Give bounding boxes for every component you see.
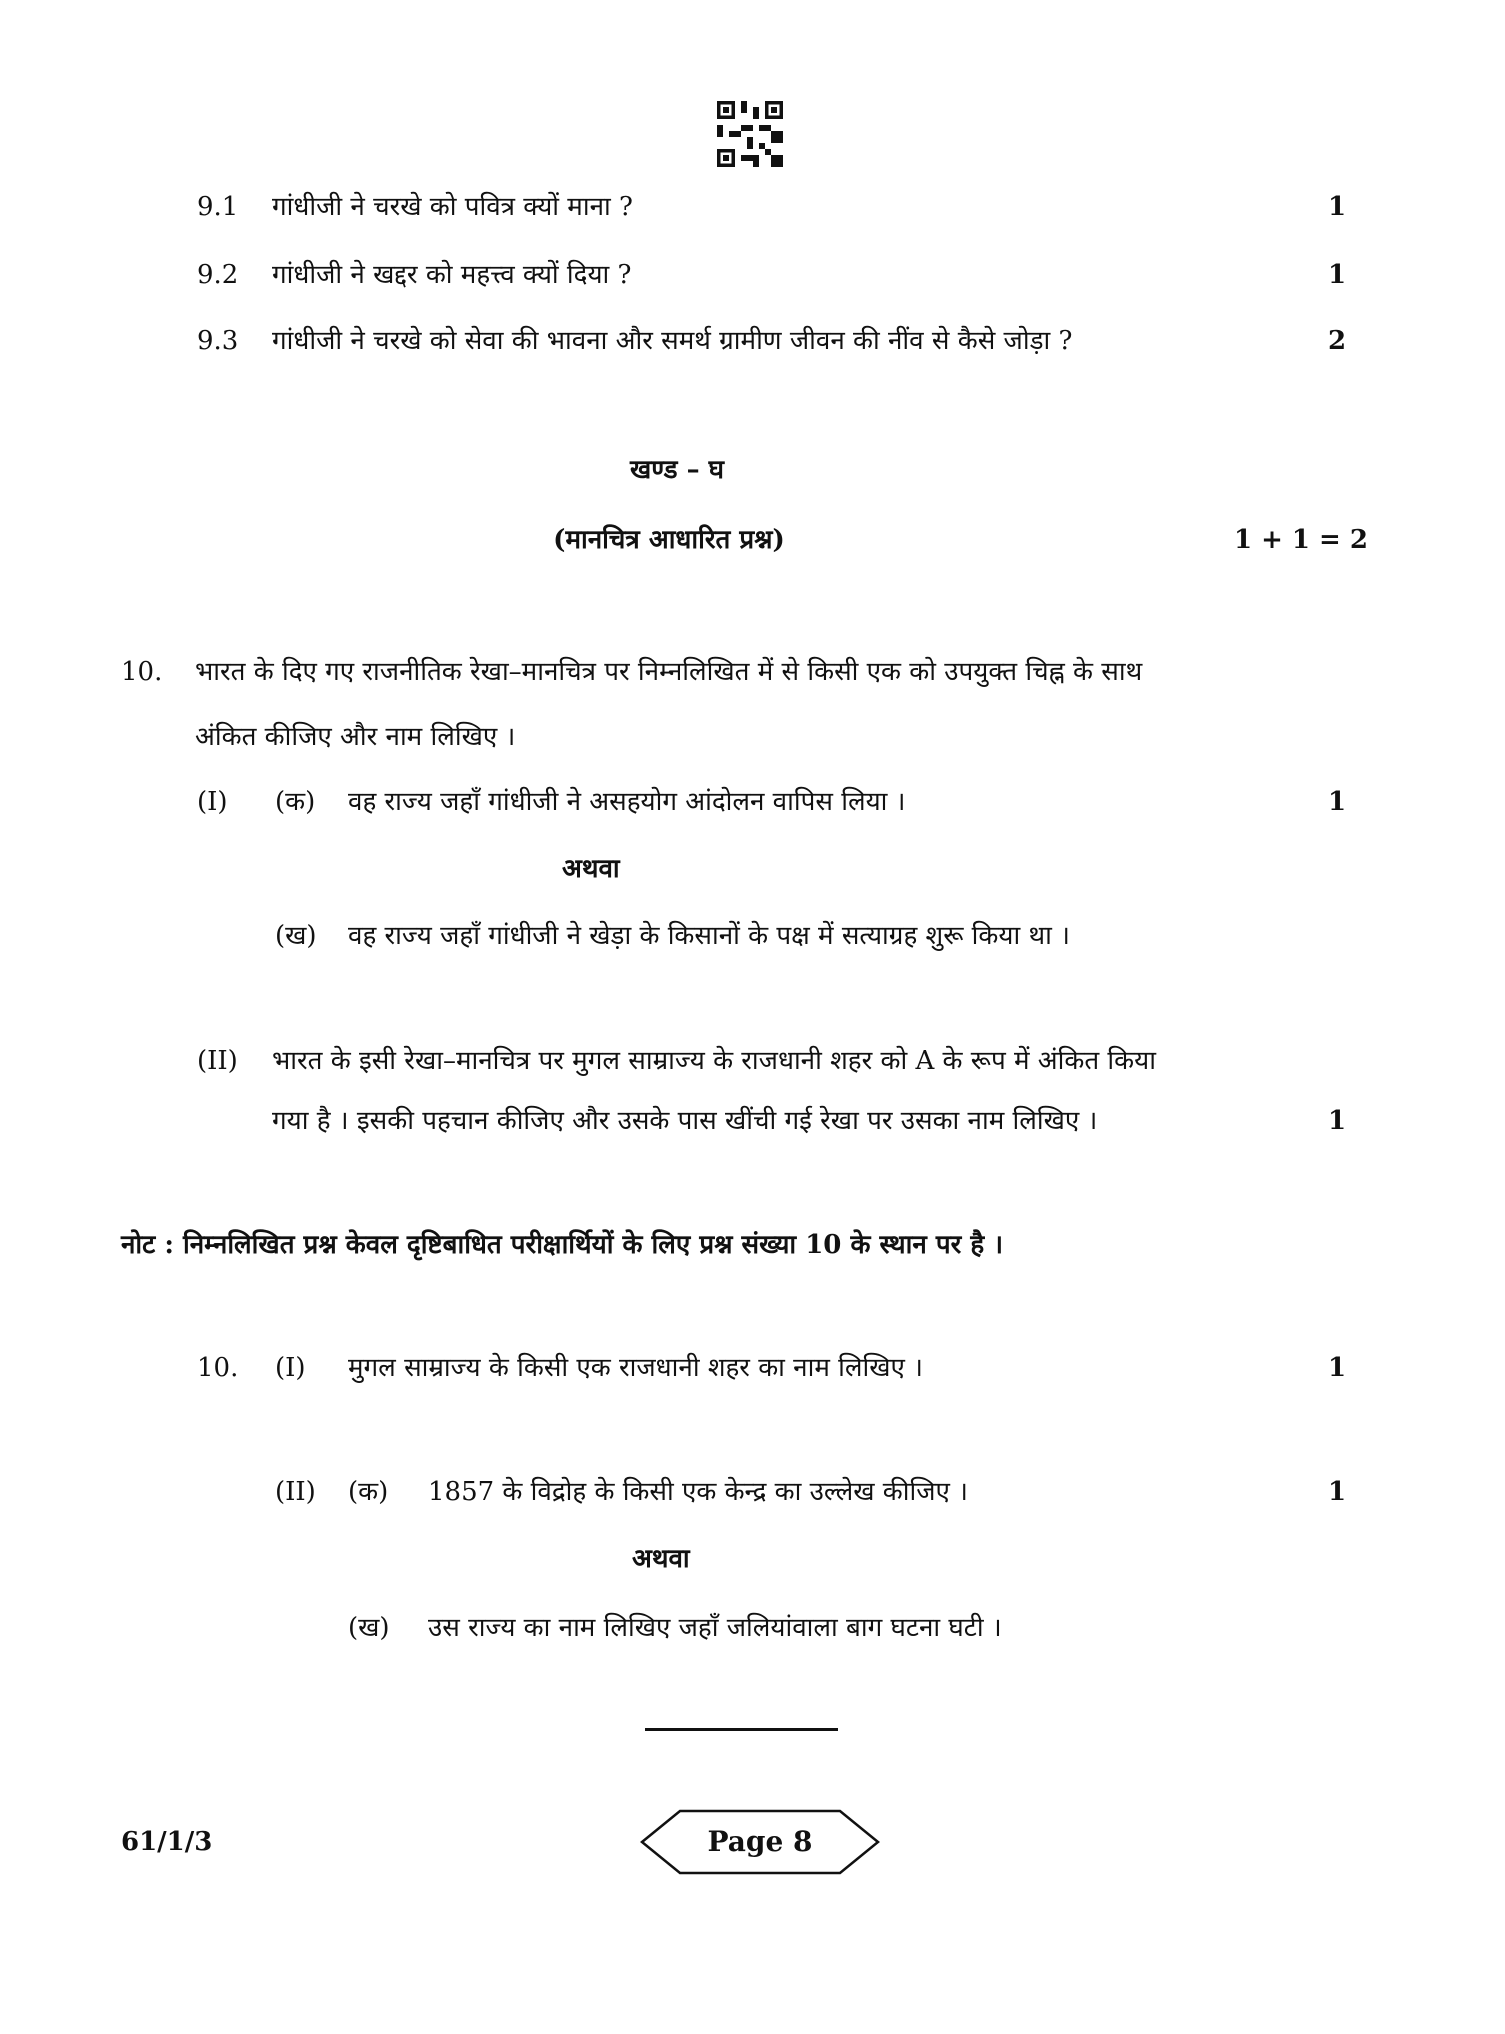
option-text: 1857 के विद्रोह के किसी एक केन्द्र का उल्लेख कीजिए । — [428, 1477, 968, 1507]
option-text: वह राज्य जहाँ गांधीजी ने खेड़ा के किसानों के पक्ष में सत्याग्रह शुरू किया था । — [348, 921, 1070, 951]
page-number: Page 8 — [707, 1825, 813, 1858]
question-number: 9.3 — [197, 326, 239, 356]
question-number: 10. — [121, 657, 163, 687]
option-label: (ख) — [348, 1613, 390, 1643]
part-label: (II) — [275, 1477, 316, 1507]
question-marks: 1 — [1328, 1353, 1347, 1383]
question-number: 9.1 — [197, 192, 239, 222]
question-text: गांधीजी ने चरखे को पवित्र क्यों माना ? — [272, 192, 633, 222]
paper-code: 61/1/3 — [121, 1827, 213, 1857]
section-marks: 1 + 1 = 2 — [1233, 525, 1368, 555]
part-label: (II) — [197, 1046, 238, 1076]
qr-code — [717, 101, 783, 167]
question-marks: 1 — [1328, 1477, 1347, 1507]
or-separator: अथवा — [632, 1544, 690, 1574]
option-label: (ख) — [275, 921, 317, 951]
part-label: (I) — [275, 1353, 306, 1383]
question-text: भारत के दिए गए राजनीतिक रेखा–मानचित्र पर निम्नलिखित में से किसी एक को उपयुक्त चिह्न के साथ — [195, 657, 1143, 687]
question-marks: 1 — [1328, 192, 1347, 222]
question-text: गया है । इसकी पहचान कीजिए और उसके पास खींची गई रेखा पर उसका नाम लिखिए । — [272, 1106, 1098, 1136]
question-text: मुगल साम्राज्य के किसी एक राजधानी शहर का नाम लिखिए । — [348, 1353, 924, 1383]
question-text: गांधीजी ने खद्दर को महत्त्व क्यों दिया ? — [272, 260, 632, 290]
part-label: (I) — [197, 787, 228, 817]
section-title: खण्ड – घ — [630, 455, 724, 485]
question-marks: 2 — [1328, 326, 1347, 356]
or-separator: अथवा — [562, 854, 620, 884]
question-marks: 1 — [1328, 787, 1347, 817]
page-number-badge — [640, 1809, 880, 1875]
question-marks: 1 — [1328, 260, 1347, 290]
question-text: अंकित कीजिए और नाम लिखिए । — [195, 722, 516, 752]
option-text: वह राज्य जहाँ गांधीजी ने असहयोग आंदोलन वापिस लिया । — [348, 787, 906, 817]
question-text: गांधीजी ने चरखे को सेवा की भावना और समर्थ ग्रामीण जीवन की नींव से कैसे जोड़ा ? — [272, 326, 1073, 356]
end-rule — [645, 1728, 838, 1731]
question-marks: 1 — [1328, 1106, 1347, 1136]
option-label: (क) — [275, 787, 316, 817]
note: नोट : निम्नलिखित प्रश्न केवल दृष्टिबाधित परीक्षार्थियों के लिए प्रश्न संख्या 10 के स्थान पर है । — [121, 1230, 1004, 1260]
option-label: (क) — [348, 1477, 389, 1507]
question-number: 10. — [197, 1353, 239, 1383]
section-subtitle: (मानचित्र आधारित प्रश्न) — [553, 525, 785, 555]
question-text: भारत के इसी रेखा–मानचित्र पर मुगल साम्राज्य के राजधानी शहर को A के रूप में अंकित किया — [272, 1046, 1156, 1076]
question-number: 9.2 — [197, 260, 239, 290]
option-text: उस राज्य का नाम लिखिए जहाँ जलियांवाला बाग घटना घटी । — [428, 1613, 1002, 1643]
